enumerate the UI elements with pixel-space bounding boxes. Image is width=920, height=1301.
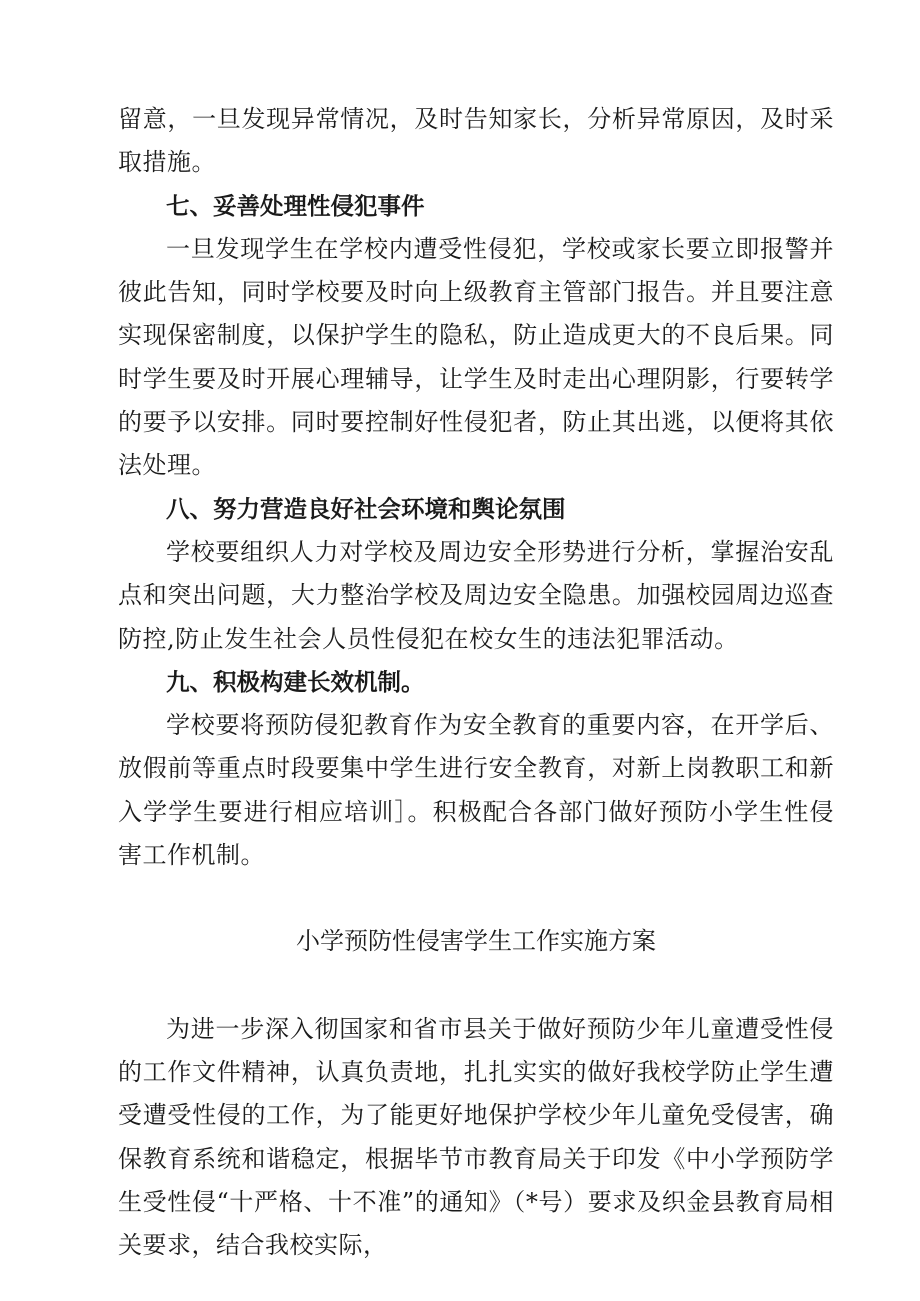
section-body-9: 学校要将预防侵犯教育作为安全教育的重要内容，在开学后、放假前等重点时段要集中学生进行安全教育，对新上岗教职工和新入学学生要进行相应培训］。积极配合各部门做好预防小学生性侵害工作机制。 xyxy=(118,711,834,870)
intro-paragraph: 为进一步深入彻国家和省市县关于做好预防少年儿童遭受性侵的工作文件精神，认真负责地，扎扎实实的做好我校学防止学生遭受遭受性侵的工作，为了能更好地保护学校少年儿童免受侵害，确保教育系统和谐稳定，根据毕节市教育局关于印发《中小学预防学生受性侵“十严格、十不准”的通知》（*号）要求及织金县教育局相关要求，结合我校实际， xyxy=(118,1014,834,1260)
spacer xyxy=(118,964,834,1008)
continuation-paragraph: 留意，一旦发现异常情况，及时告知家长，分析异常原因，及时采取措施。 xyxy=(118,105,834,177)
spacer xyxy=(118,877,834,920)
document-title: 小学预防性侵害学生工作实施方案 xyxy=(296,927,656,956)
document-page xyxy=(118,98,834,1267)
section-heading-7: 七、妥善处理性侵犯事件 xyxy=(166,191,425,220)
section-heading-9: 九、积极构建长效机制。 xyxy=(166,667,425,696)
section-body-8: 学校要组织人力对学校及周边安全形势进行分析，掌握治安乱点和突出问题，大力整治学校及周边安全隐患。加强校园周边巡查防控,防止发生社会人员性侵犯在校女生的违法犯罪活动。 xyxy=(118,537,834,653)
section-heading-8: 八、努力营造良好社会环境和舆论氛围 xyxy=(166,494,566,523)
section-body-7: 一旦发现学生在学校内遭受性侵犯，学校或家长要立即报警并彼此告知，同时学校要及时向上级教育主管部门报告。并且要注意实现保密制度，以保护学生的隐私，防止造成更大的不良后果。同时学生要及时开展心理辅导，让学生及时走出心理阴影，行要转学的要予以安排。同时要控制好性侵犯者，防止其出逃，以便将其依法处理。 xyxy=(118,234,834,480)
